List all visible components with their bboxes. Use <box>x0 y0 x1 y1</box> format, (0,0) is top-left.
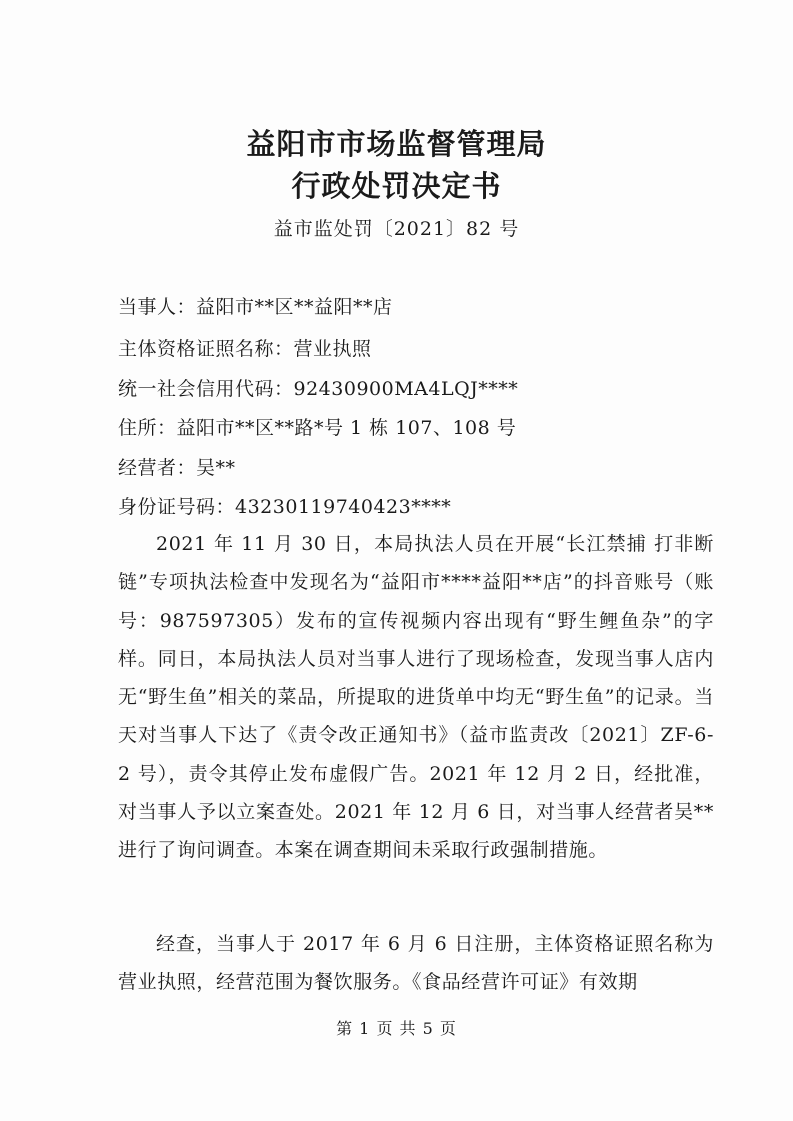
operator-name: 经营者：吴** <box>118 457 236 479</box>
body-paragraph-2: 经查，当事人于 2017 年 6 月 6 日注册，主体资格证照名称为营业执照，经营范围为餐饮服务。《食品经营许可证》有效期 <box>118 933 714 994</box>
page-number: 第 1 页 共 5 页 <box>336 1019 457 1038</box>
party-address: 住所：益阳市**区**路*号 1 栋 107、108 号 <box>118 417 517 439</box>
license-type: 主体资格证照名称：营业执照 <box>118 338 372 360</box>
id-number: 身份证号码：43230119740423**** <box>118 496 452 518</box>
body-paragraph-1: 2021 年 11 月 30 日，本局执法人员在开展“长江禁捕 打非断链”专项执法检查中发现名为“益阳市****益阳**店”的抖音账号（账号：987597305）发布的宣传视频内容出现有“野生鲤鱼杂”的字样。同日，本局执法人员对当事人进行了现场检查，发现当事人店内无“野生鱼”相关的菜品，所提取的进货单中均无“野生鱼”的记录。当天对当事人下达了《责令改正通知书》（益市监责改〔2021〕ZF-6-2 号），责令其停止发布虚假广告。2021 年 12 月 2 日，经批准，对当事人予以立案查处。2021 年 12 月 6 日，对当事人经营者吴**进行了询问调查。本案在调查期间未采取行政强制措施。 <box>118 533 714 862</box>
document-number: 益市监处罚〔2021〕82 号 <box>273 218 520 240</box>
party-name: 当事人：益阳市**区**益阳**店 <box>118 296 393 318</box>
document-type-title: 行政处罚决定书 <box>291 169 502 203</box>
agency-title: 益阳市市场监督管理局 <box>246 127 547 161</box>
credit-code: 统一社会信用代码：92430900MA4LQJ**** <box>118 378 519 400</box>
